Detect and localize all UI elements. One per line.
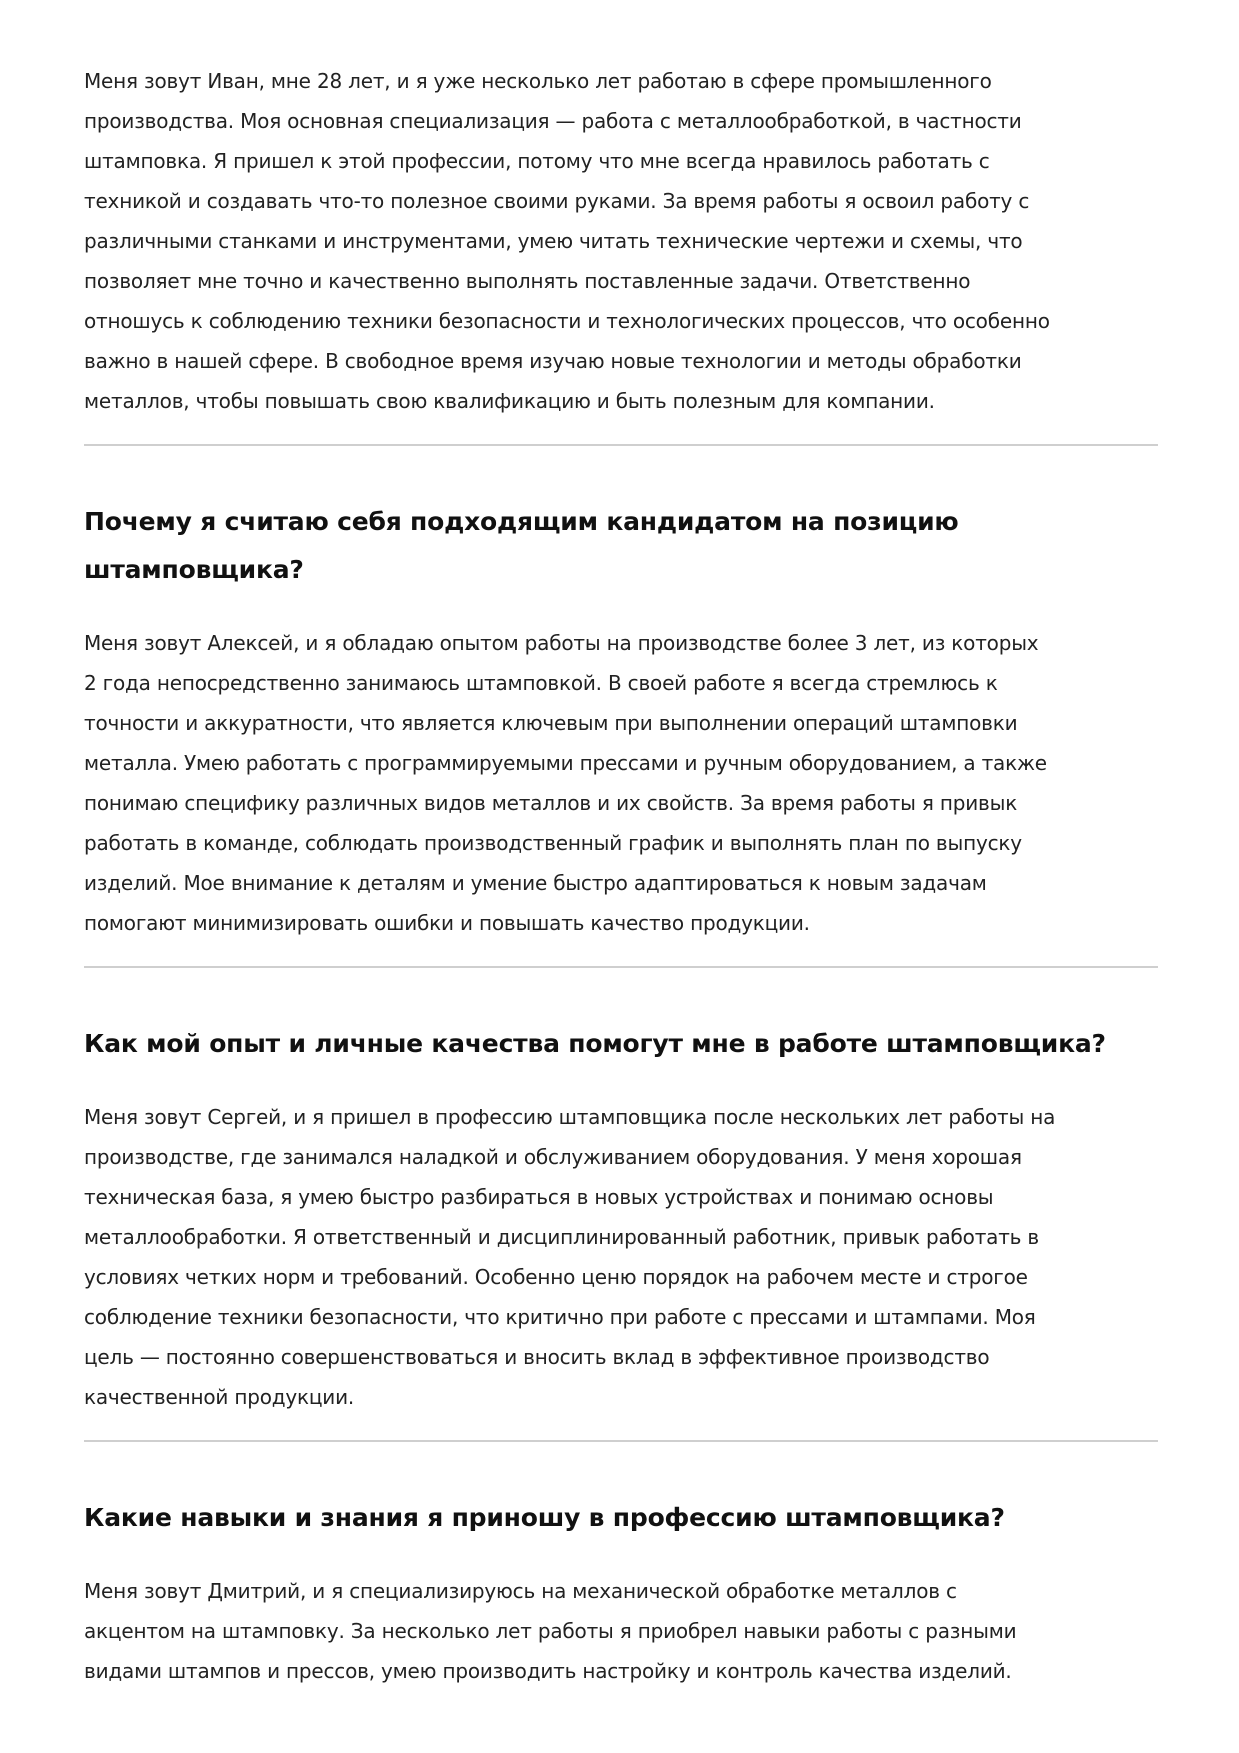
paragraph-line: видами штампов и прессов, умею производить настройку и контроль качества изделий. [84,1659,1012,1683]
heading-line: штамповщика? [84,555,304,584]
paragraph-line: различными станками и инструментами, умею читать технические чертежи и схемы, что [84,229,1023,253]
paragraph-line: штамповка. Я пришел к этой профессии, потому что мне всегда нравилось работать с [84,149,990,173]
paragraph-line: металлов, чтобы повышать свою квалификацию и быть полезным для компании. [84,389,935,413]
paragraph-line: металла. Умею работать с программируемыми прессами и ручным оборудованием, а также [84,751,1047,775]
paragraph-line: точности и аккуратности, что является ключевым при выполнении операций штамповки [84,711,1018,735]
paragraph-line: работать в команде, соблюдать производственный график и выполнять план по выпуску [84,831,1022,855]
paragraph-line: Меня зовут Алексей, и я обладаю опытом работы на производстве более 3 лет, из которых [84,631,1039,655]
section-heading [84,1020,1158,1068]
paragraph [84,1097,1158,1417]
section-divider [84,1440,1158,1442]
paragraph-line: позволяет мне точно и качественно выполнять поставленные задачи. Ответственно [84,269,971,293]
paragraph-line: металлообработки. Я ответственный и дисциплинированный работник, привык работать в [84,1225,1039,1249]
heading-line: Какие навыки и знания я приношу в профессию штамповщика? [84,1503,1005,1532]
section-heading [84,498,1158,594]
section-divider [84,966,1158,968]
paragraph [84,1571,1158,1691]
paragraph [84,623,1158,943]
paragraph-line: Меня зовут Дмитрий, и я специализируюсь на механической обработке металлов с [84,1579,957,1603]
paragraph-line: важно в нашей сфере. В свободное время изучаю новые технологии и методы обработки [84,349,1022,373]
paragraph-line: техническая база, я умею быстро разбираться в новых устройствах и понимаю основы [84,1185,994,1209]
section-heading [84,1494,1158,1542]
paragraph-line: отношусь к соблюдению техники безопасности и технологических процессов, что особенно [84,309,1050,333]
paragraph-line: изделий. Мое внимание к деталям и умение быстро адаптироваться к новым задачам [84,871,987,895]
paragraph-line: цель — постоянно совершенствоваться и вносить вклад в эффективное производство [84,1345,990,1369]
document-content [84,61,1158,1691]
paragraph-line: условиях четких норм и требований. Особенно ценю порядок на рабочем месте и строгое [84,1265,1028,1289]
paragraph-line: Меня зовут Сергей, и я пришел в профессию штамповщика после нескольких лет работы на [84,1105,1056,1129]
paragraph-line: техникой и создавать что-то полезное своими руками. За время работы я освоил работу с [84,189,1030,213]
paragraph-line: понимаю специфику различных видов металлов и их свойств. За время работы я привык [84,791,1018,815]
paragraph-line: производстве, где занимался наладкой и обслуживанием оборудования. У меня хорошая [84,1145,1022,1169]
paragraph-line: производства. Моя основная специализация — работа с металлообработкой, в частности [84,109,1022,133]
section-divider [84,444,1158,446]
paragraph [84,61,1158,421]
heading-line: Почему я считаю себя подходящим кандидатом на позицию [84,507,959,536]
paragraph-line: соблюдение техники безопасности, что критично при работе с прессами и штампами. Моя [84,1305,1036,1329]
paragraph-line: акцентом на штамповку. За несколько лет работы я приобрел навыки работы с разными [84,1619,1017,1643]
paragraph-line: качественной продукции. [84,1385,355,1409]
paragraph-line: Меня зовут Иван, мне 28 лет, и я уже несколько лет работаю в сфере промышленного [84,69,992,93]
paragraph-line: помогают минимизировать ошибки и повышать качество продукции. [84,911,810,935]
heading-line: Как мой опыт и личные качества помогут мне в работе штамповщика? [84,1029,1106,1058]
paragraph-line: 2 года непосредственно занимаюсь штамповкой. В своей работе я всегда стремлюсь к [84,671,998,695]
